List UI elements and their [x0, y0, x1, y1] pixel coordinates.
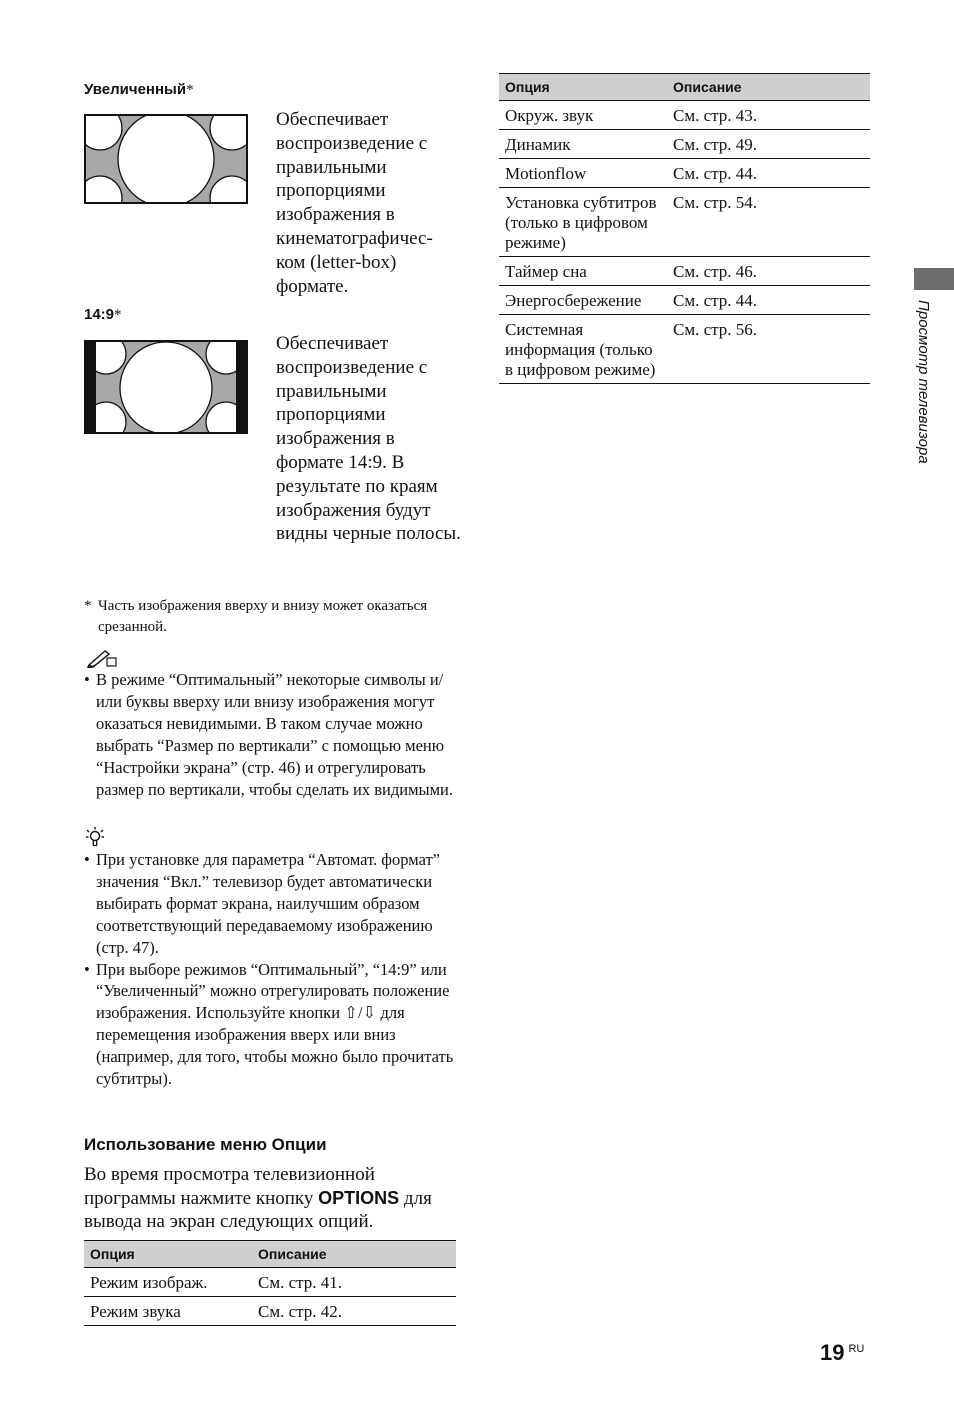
- table-header-row: [84, 1241, 456, 1268]
- table-row: [84, 1297, 456, 1326]
- column-header-description: Описание: [252, 1241, 456, 1268]
- options-button-name: OPTIONS: [318, 1187, 400, 1208]
- footnote-text: Часть изображения вверху и внизу может оказаться срезанной.: [98, 598, 428, 635]
- mode-14-9-description: Обеспечивает воспроизведение с правильными пропорциями изображения в формате 14:9. В результате по краям изображения будут видны черные полосы.: [276, 333, 461, 545]
- asterisk-mark: *: [114, 307, 122, 323]
- option-cell: Motionflow: [499, 159, 667, 188]
- table-row: [499, 286, 870, 315]
- table-header-row: [499, 74, 870, 101]
- note-bullet-list: [84, 669, 456, 800]
- option-cell: Энергосбережение: [499, 286, 667, 315]
- option-cell: Режим звука: [84, 1297, 252, 1326]
- description-cell: См. стр. 42.: [252, 1297, 456, 1326]
- option-cell: Установка субтитров (только в цифровом режиме): [499, 188, 667, 257]
- options-intro-text: [84, 1163, 456, 1234]
- hint-bullet: • При выборе режимов “Оптимальный”, “14:9” или “Увеличенный” можно отрегулировать положение изображения. Используйте кнопки ⇧/⇩ для перемещения изображения вверх или вниз (например, для того, чтобы можно было прочитать субтитры).: [84, 959, 456, 1090]
- section-side-tab: [914, 268, 954, 290]
- zoom-mode-illustration: [84, 114, 248, 204]
- mode-14-9-illustration: [84, 340, 248, 434]
- description-cell: См. стр. 49.: [667, 130, 870, 159]
- table-row: [84, 1268, 456, 1297]
- option-cell: Динамик: [499, 130, 667, 159]
- column-header-option: Опция: [499, 74, 667, 101]
- footnote-mark: *: [84, 598, 92, 614]
- side-tab-text: Просмотр телевизора: [915, 300, 932, 464]
- description-cell: См. стр. 46.: [667, 257, 870, 286]
- mode-zoom-description: Обеспечивает воспроизведение с правильными пропорциями изображения в кинематографичес- ком (letter-box) формате.: [276, 109, 433, 297]
- options-section-heading: Использование меню Опции: [84, 1135, 327, 1154]
- description-cell: См. стр. 44.: [667, 286, 870, 315]
- description-cell: См. стр. 41.: [252, 1268, 456, 1297]
- option-cell: Системная информация (только в цифровом режиме): [499, 315, 667, 384]
- mode-zoom-name: Увеличенный: [84, 81, 187, 98]
- column-header-description: Описание: [667, 74, 870, 101]
- section-side-label: [910, 300, 934, 500]
- intro-text-part: Во время просмотра телевизионной программы нажмите кнопку: [84, 1164, 375, 1209]
- hint-bullet-list: [84, 849, 456, 1090]
- asterisk-mark: *: [186, 82, 194, 98]
- table-row: [499, 101, 870, 130]
- footnote: [84, 596, 444, 635]
- description-cell: См. стр. 54.: [667, 188, 870, 257]
- option-cell: Окруж. звук: [499, 101, 667, 130]
- options-table-left: [84, 1240, 456, 1326]
- options-table-right: [499, 73, 870, 384]
- column-header-option: Опция: [84, 1241, 252, 1268]
- table-row: [499, 159, 870, 188]
- table-row: [499, 130, 870, 159]
- intro-text-part: для вывода на экран следующих опций.: [84, 1187, 432, 1232]
- mode-zoom-label: [84, 81, 194, 99]
- option-cell: Таймер сна: [499, 257, 667, 286]
- description-cell: См. стр. 56.: [667, 315, 870, 384]
- table-row: [499, 188, 870, 257]
- table-row: [499, 257, 870, 286]
- note-bullet: • В режиме “Оптимальный” некоторые символы и/или буквы вверху или внизу изображения могут оказаться невидимыми. В таком случае можно выбрать “Размер по вертикали” с помощью меню “Настройки экрана” (стр. 46) и отрегулировать размер по вертикали, чтобы сделать их видимыми.: [84, 669, 456, 800]
- option-cell: Режим изображ.: [84, 1268, 252, 1297]
- page-number: [820, 1340, 864, 1366]
- page-language-code: RU: [848, 1343, 865, 1355]
- hint-bullet: • При установке для параметра “Автомат. формат” значения “Вкл.” телевизор будет автоматически выбирать формат экрана, наилучшим образом соответствующий передаваемому изображению (стр. 47).: [84, 849, 456, 959]
- description-cell: См. стр. 43.: [667, 101, 870, 130]
- page-number-value: 19: [820, 1340, 845, 1365]
- table-row: [499, 315, 870, 384]
- mode-14-9-name: 14:9: [84, 306, 115, 323]
- mode-14-9-label: [84, 306, 122, 324]
- description-cell: См. стр. 44.: [667, 159, 870, 188]
